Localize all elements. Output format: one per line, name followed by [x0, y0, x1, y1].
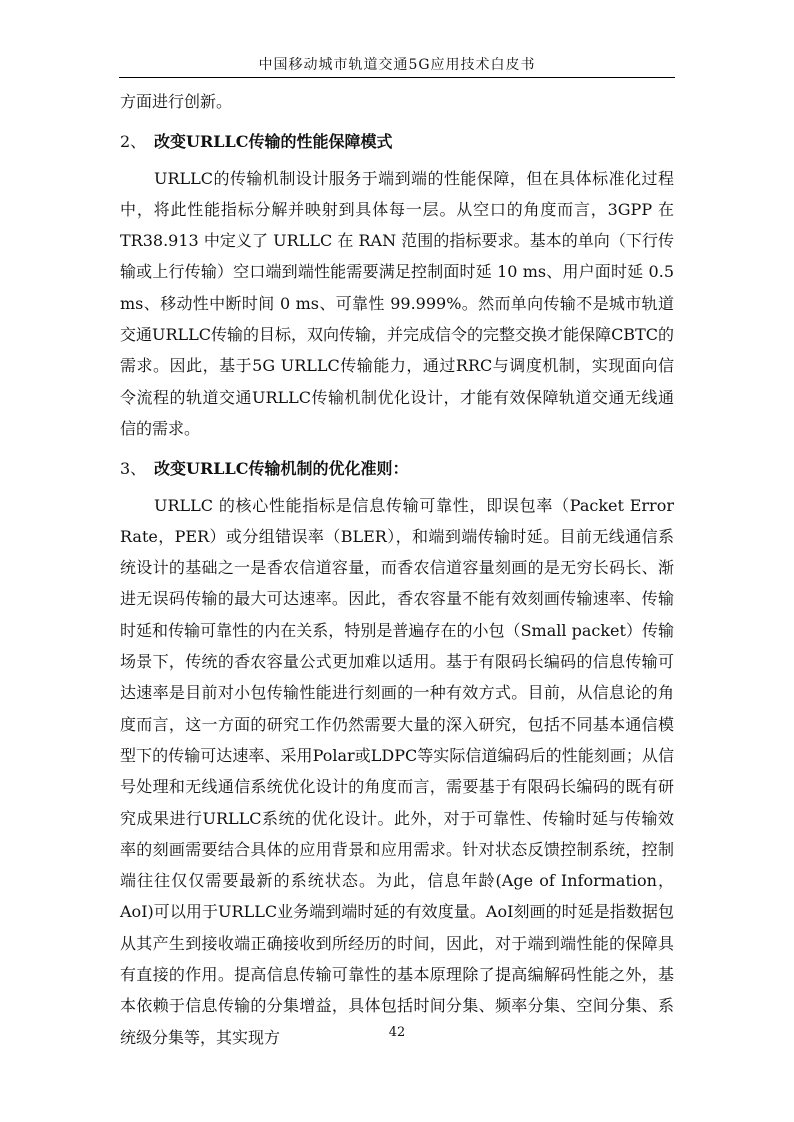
section-2-paragraph: URLLC的传输机制设计服务于端到端的性能保障，但在具体标准化过程中，将此性能指标分解并映射到具体每一层。从空口的角度而言，3GPP 在TR38.913 中定义了 URLLC 在 RAN 范围的指标要求。基本的单向（下行传输或上行传输）空口端到端性能需要满足控制面时延 10 ms、用户面时延 0.5 ms、移动性中断时间 0 ms、可靠性 99.999%。然而单向传输不是城市轨道交通URLLC传输的目标，双向传输，并完成信令的完整交换才能保障CBTC的需求。因此，基于5G URLLC传输能力，通过RRC与调度机制，实现面向信令流程的轨道交通URLLC传输机制优化设计，才能有效保障轨道交通无线通信的需求。 [120, 168, 674, 438]
header-rule [119, 77, 675, 78]
section-2-number: 2、 [120, 132, 147, 152]
section-2-heading [120, 117, 674, 162]
page-number: 42 [388, 1025, 406, 1040]
page-header: 中国移动城市轨道交通5G应用技术白皮书 [258, 57, 536, 73]
section-3-title: 改变URLLC传输机制的优化准则： [154, 459, 409, 479]
section-3-number: 3、 [120, 459, 147, 479]
continuation-paragraph: 方面进行创新。 [120, 92, 233, 111]
section-3-heading [120, 444, 674, 489]
section-3-paragraph: URLLC 的核心性能指标是信息传输可靠性，即误包率（Packet Error Rate，PER）或分组错误率（BLER），和端到端传输时延。目前无线通信系统设计的基础之一是香农信道容量，而香农信道容量刻画的是无穷长码长、渐进无误码传输的最大可达速率。因此，香农容量不能有效刻画传输速率、传输时延和传输可靠性的内在关系，特别是普遍存在的小包（Small packet）传输场景下，传统的香农容量公式更加难以适用。基于有限码长编码的信息传输可达速率是目前对小包传输性能进行刻画的一种有效方式。目前，从信息论的角度而言，这一方面的研究工作仍然需要大量的深入研究，包括不同基本通信模型下的传输可达速率、采用Polar或LDPC等实际信道编码后的性能刻画；从信号处理和无线通信系统优化设计的角度而言，需要基于有限码长编码的既有研究成果进行URLLC系统的优化设计。此外，对于可靠性、传输时延与传输效率的刻画需要结合具体的应用背景和应用需求。针对状态反馈控制系统，控制端往往仅仅需要最新的系统状态。为此，信息年龄(Age of Information，AoI)可以用于URLLC业务端到端时延的有效度量。AoI刻画的时延是指数据包从其产生到接收端正确接收到所经历的时间，因此，对于端到端性能的保障具有直接的作用。提高信息传输可靠性的基本原理除了提高编解码性能之外，基本依赖于信息传输的分集增益，具体包括时间分集、频率分集、空间分集、系统级分集等，其实现方 [120, 495, 674, 1047]
section-2-title: 改变URLLC传输的性能保障模式 [154, 132, 393, 152]
page-content [120, 86, 674, 1053]
